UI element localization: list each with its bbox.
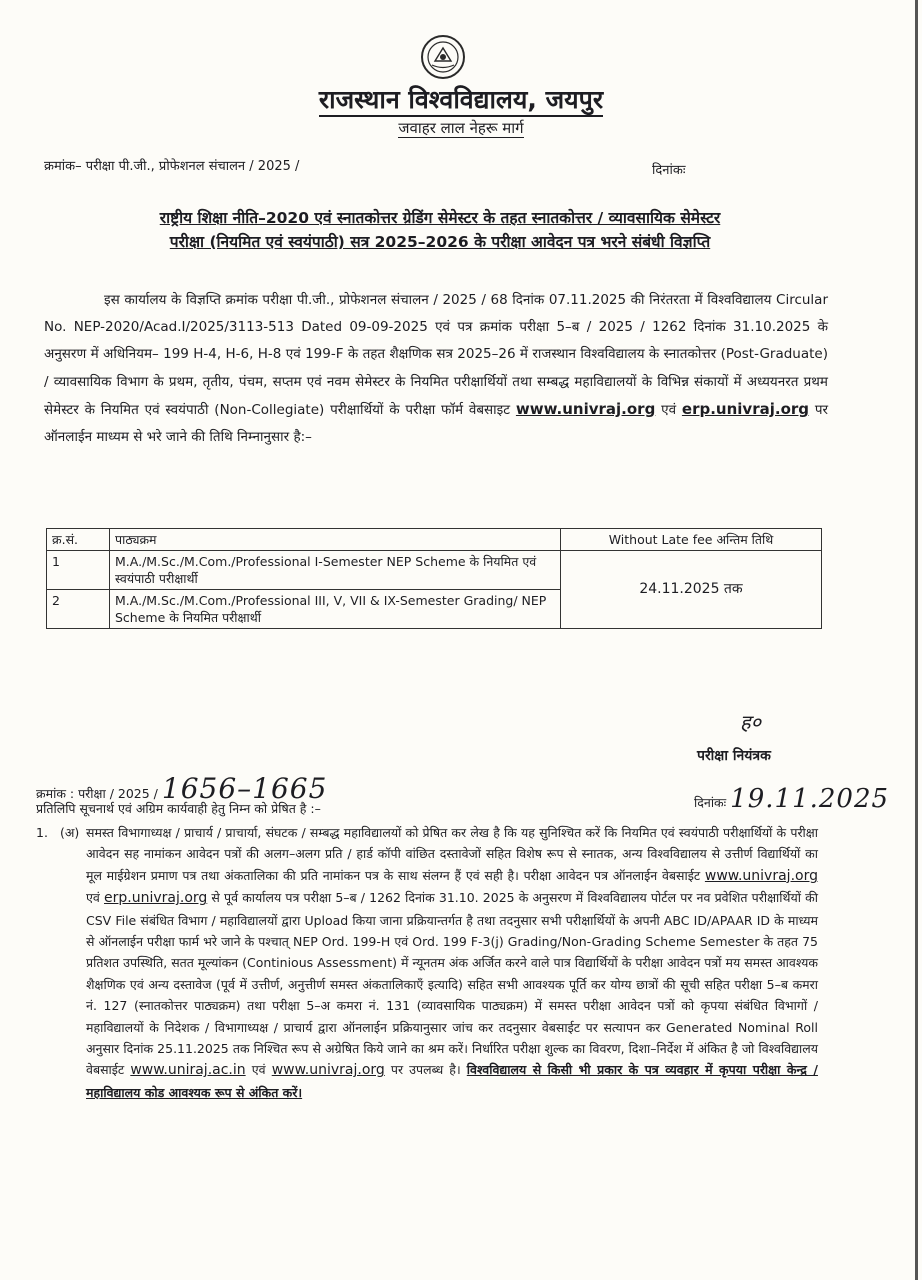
website-link-uniraj[interactable]: www.uniraj.ac.in xyxy=(130,1062,246,1079)
notice-subject xyxy=(66,206,814,254)
page-edge xyxy=(915,0,918,1280)
subject-line-2: परीक्षा (नियमित एवं स्वयंपाठी) सत्र 2025–2026 के परीक्षा आवेदन पत्र भरने संबंधी विज्ञप्ति xyxy=(169,233,711,251)
table-row: 2 M.A./M.Sc./M.Com./Professional III, V, VII & IX-Semester Grading/ NEP Scheme के नियमित परीक्षार्थी xyxy=(47,590,822,629)
website-link-univraj[interactable]: www.univraj.org xyxy=(515,399,656,418)
body-text-1: इस कार्यालय के विज्ञप्ति क्रमांक परीक्षा पी.जी., प्रोफेशनल संचालन / 2025 / 68 दिनांक 07.11.2025 की निरंतरता में विश्वविद्यालय Circular No. NEP-2020/Acad.I/2025/3113-513 Dated 09-09-2025 एवं पत्र क्रमांक परीक्षा 5–ब / 2025 / 1262 दिनांक 31.10.2025 के अनुसरण में अधिनियम– 199 H-4, H-6, H-8 एवं 199-F के तहत शैक्षणिक सत्र 2025–26 में राजस्थान विश्वविद्यालय के स्नातकोत्तर (Post-Graduate) / व्यावसायिक विभाग के प्रथम, तृतीय, पंचम, सप्तम एवं नवम सेमेस्टर के नियमित परीक्षार्थियों तथा सम्बद्ध महाविद्यालयों के विभिन्न संकायों में अध्ययनरत प्रथम सेमेस्टर के नियमित एवं स्वयंपाठी (Non-Collegiate) परीक्षार्थियों के परीक्षा फॉर्म वेबसाइट xyxy=(44,292,828,418)
signature-mark: ह० xyxy=(740,710,762,734)
university-address: जवाहर लाल नेहरू मार्ग xyxy=(398,119,524,137)
website-link-erp[interactable]: erp.univraj.org xyxy=(104,890,208,907)
dispatch-date: दिनांकः 19.11.2025 xyxy=(694,784,890,814)
instruction-underlined: विश्वविद्यालय से किसी भी प्रकार के पत्र व्यवहार में कृपया परीक्षा केन्द्र / महाविद्यालय कोड आवश्यक रूप से अंकित करें। xyxy=(86,1062,818,1100)
table-row: 1 M.A./M.Sc./M.Com./Professional I-Semester NEP Scheme के नियमित एवं स्वयंपाठी परीक्षार्थी 24.11.2025 तक xyxy=(47,551,822,590)
table-header-row xyxy=(47,529,822,551)
last-date-cell: 24.11.2025 तक xyxy=(561,551,822,629)
copy-forward-line: प्रतिलिपि सूचनार्थ एवं अग्रिम कार्यवाही हेतु निम्न को प्रेषित है :– xyxy=(36,801,321,816)
website-link-erp[interactable]: erp.univraj.org xyxy=(681,399,810,418)
exam-controller-designation: परीक्षा नियंत्रक xyxy=(697,748,771,764)
university-seal-icon xyxy=(420,34,466,80)
website-link-univraj-2[interactable]: www.univraj.org xyxy=(271,1062,385,1079)
notice-body: इस कार्यालय के विज्ञप्ति क्रमांक परीक्षा पी.जी., प्रोफेशनल संचालन / 2025 / 68 दिनांक 07.11.2025 की निरंतरता में विश्वविद्यालय Circular No. NEP-2020/Acad.I/2025/3113-513 Dated 09-09-2025 एवं पत्र क्रमांक परीक्षा 5–ब / 2025 / 1262 दिनांक 31.10.2025 के अनुसरण में अधिनियम– 199 H-4, H-6, H-8 एवं 199-F के तहत शैक्षणिक सत्र 2025–26 में राजस्थान विश्वविद्यालय के स्नातकोत्तर (Post-Graduate) / व्यावसायिक विभाग के प्रथम, तृतीय, पंचम, सप्तम एवं नवम सेमेस्टर के नियमित परीक्षार्थियों तथा सम्बद्ध महाविद्यालयों के विभिन्न संकायों में अध्ययनरत प्रथम सेमेस्टर के नियमित एवं स्वयंपाठी (Non-Collegiate) परीक्षार्थियों के परीक्षा फॉर्म वेबसाइट www.univraj.org एवं erp.univraj.org पर ऑनलाईन माध्यम से भरे जाने की तिथि निम्नानुसार है:– xyxy=(44,292,829,446)
dispatch-reference: क्रमांक : परीक्षा / 2025 / 1656–1665 xyxy=(36,772,328,805)
header-course: पाठ्यक्रम xyxy=(110,529,561,551)
subject-line-1: राष्ट्रीय शिक्षा नीति–2020 एवं स्नातकोत्तर ग्रेडिंग सेमेस्टर के तहत स्नातकोत्तर / व्यावसायिक सेमेस्टर xyxy=(159,209,721,227)
list-item: 1. (अ) समस्त विभागाध्यक्ष / प्राचार्य / प्राचार्या, संघटक / सम्बद्ध महाविद्यालयों को प्रेषित कर लेख है कि यह सुनिश्चित करें कि नियमित एवं स्वयंपाठी परीक्षार्थियों के परीक्षा आवेदन सह नामांकन आवेदन पत्रों की अलग–अलग प्रति / हार्ड कॉपी वांछित दस्तावेजों सहित विशेष रूप से स्नातक, अन्य विश्वविद्यालय से उत्तीर्ण विद्यार्थियों का मूल माईग्रेशन प्रमाण पत्र तथा अंकतालिका की प्रति नामांकन पत्र के साथ संलग्न हैं एवं सही है। परीक्षा आवेदन पत्र ऑनलाईन वेबसाईट www.univraj.org एवं erp.univraj.org से पूर्व कार्यालय पत्र परीक्षा 5–ब / 1262 दिनांक 31.10. 2025 के अनुसरण में विश्वविद्यालय पोर्टल पर नव प्रवेशित परीक्षार्थियों की CSV File संबंधित विभाग / महाविद्यालयों द्वारा Upload किया जाना प्रक्रियान्तर्गत है तथा तदनुसार सभी परीक्षार्थियों के अपनी ABC ID/APAAR ID के माध्यम से ऑनलाईन परीक्षा फार्म भरे जाने के पश्चात् NEP Ord. 199-H एवं Ord. 199 F-3(j) Grading/Non-Grading Scheme Semester के तहत 75 प्रतिशत उपस्थिति, सतत मूल्यांकन (Continious Assessment) में न्यूनतम अंक अर्जित करने वाले पात्र विद्यार्थियों के परीक्षा आवेदन पत्रों मय समस्त आवश्यक शैक्षणिक एवं अन्य दस्तावेज (पूर्व में उत्तीर्ण, अनुत्तीर्ण समस्त अंकतालिकाएँ इत्यादि) सहित सभी आवश्यक पूर्ति कर योग्य छात्रों की सूची सहित परीक्षा 5–ब कमरा नं. 127 (स्नातकोत्तर पाठ्यक्रम) तथा परीक्षा 5–अ कमरा नं. 131 (व्यावसायिक पाठ्यक्रम) में समस्त परीक्षा आवेदन पत्रों को कृपया संबंधित विभागों / महाविद्यालयों के निदेशक / विभागाध्यक्ष / प्राचार्य द्वारा ऑनलाईन प्रक्रियानुसार जांच कर तदनुसार वेबसाईट पर सत्यापन कर Generated Nominal Roll अनुसार दिनांक 25.11.2025 तक निश्चित रूप से अग्रेषित किये जाने का श्रम करें। निर्धारित परीक्षा शुल्क का विवरण, दिशा–निर्देश में अंकित है जो विश्वविद्यालय वेबसाईट www.uniraj.ac.in एवं www.univraj.org पर उपलब्ध है। विश्वविद्यालय से किसी भी प्रकार के पत्र व्यवहार में कृपया परीक्षा केन्द्र / महाविद्यालय कोड आवश्यक रूप से अंकित करें। xyxy=(36,825,818,1100)
header-last-date: Without Late fee अन्तिम तिथि xyxy=(561,529,822,551)
schedule-table xyxy=(46,528,822,629)
website-link-univraj[interactable]: www.univraj.org xyxy=(704,867,818,884)
header-sn: क्र.सं. xyxy=(47,529,110,551)
handwritten-dispatch-number: 1656–1665 xyxy=(161,772,328,805)
body-text-2: पर ऑनलाईन माध्यम से भरे जाने की तिथि निम्नानुसार है:– xyxy=(44,401,829,446)
reference-number: क्रमांक– परीक्षा पी.जी., प्रोफेशनल संचालन / 2025 / xyxy=(44,159,300,174)
university-name: राजस्थान विश्वविद्यालय, जयपुर xyxy=(0,82,922,116)
date-label: दिनांकः xyxy=(652,163,686,178)
handwritten-date: 19.11.2025 xyxy=(730,784,890,814)
